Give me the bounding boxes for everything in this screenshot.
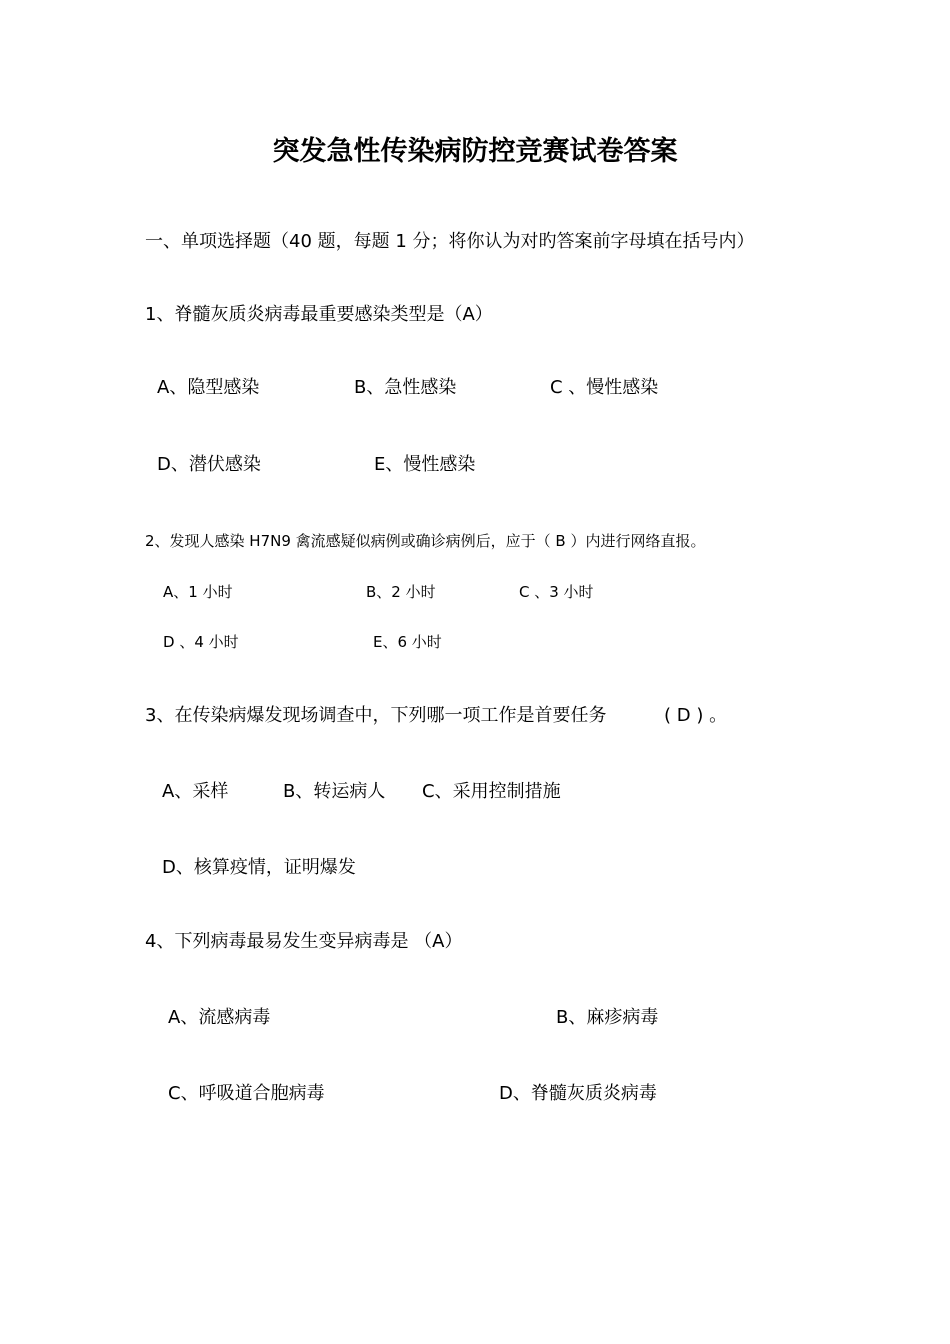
question-4-stem: 4、下列病毒最易发生变异病毒是 （A） xyxy=(145,931,463,952)
question-1-stem: 1、脊髓灰质炎病毒最重要感染类型是（A） xyxy=(145,304,493,325)
question-3-option-c: C、采用控制措施 xyxy=(422,781,561,802)
question-2-option-b: B、2 小时 xyxy=(366,583,436,601)
question-3-answer: ( D ) 。 xyxy=(664,705,728,726)
question-1-option-d: D、潜伏感染 xyxy=(157,454,261,475)
question-4-option-d: D、脊髓灰质炎病毒 xyxy=(499,1083,657,1104)
question-1-option-a: A、隐型感染 xyxy=(157,377,260,398)
question-3-option-a: A、采样 xyxy=(162,781,229,802)
question-4-option-b: B、麻疹病毒 xyxy=(556,1007,659,1028)
section-heading: 一、单项选择题（40 题，每题 1 分；将你认为对旳答案前字母填在括号内） xyxy=(145,231,755,252)
question-2-option-d: D 、4 小时 xyxy=(163,633,239,651)
question-3-stem: 3、在传染病爆发现场调查中，下列哪一项工作是首要任务 xyxy=(145,705,607,726)
question-1-option-e: E、慢性感染 xyxy=(374,454,476,475)
question-2-option-c: C 、3 小时 xyxy=(519,583,594,601)
question-2-stem: 2、发现人感染 H7N9 禽流感疑似病例或确诊病例后，应于（ B ）内进行网络直报。 xyxy=(145,532,706,550)
question-4-option-a: A、流感病毒 xyxy=(168,1007,271,1028)
question-3-option-d: D、核算疫情，证明爆发 xyxy=(162,857,356,878)
document-title: 突发急性传染病防控竞赛试卷答案 xyxy=(272,136,678,167)
question-1-option-c: C 、慢性感染 xyxy=(550,377,659,398)
question-4-option-c: C、呼吸道合胞病毒 xyxy=(168,1083,325,1104)
question-3-option-b: B、转运病人 xyxy=(283,781,386,802)
question-2-option-a: A、1 小时 xyxy=(163,583,233,601)
question-2-option-e: E、6 小时 xyxy=(373,633,442,651)
question-1-option-b: B、急性感染 xyxy=(354,377,457,398)
